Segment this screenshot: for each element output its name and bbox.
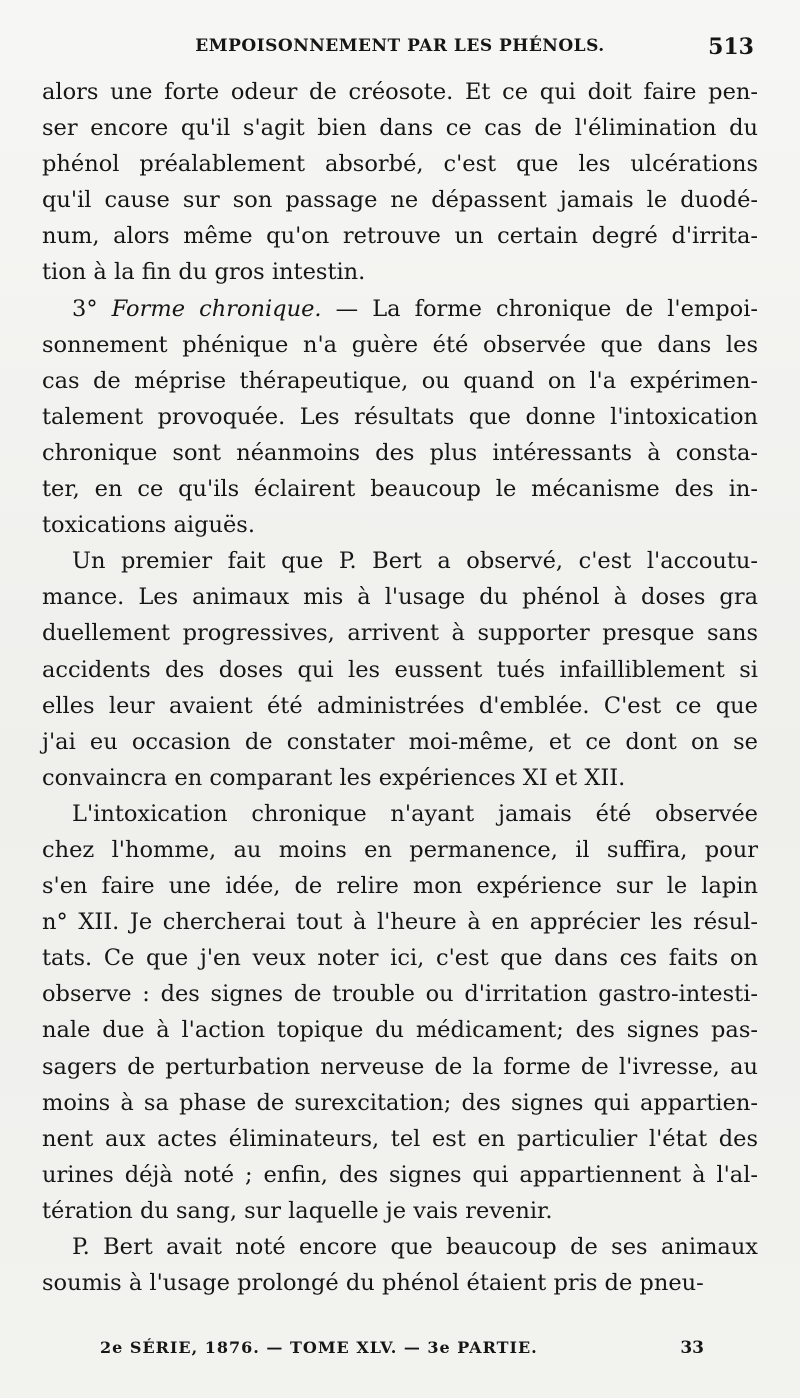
- section-heading: Forme chronique.: [111, 295, 322, 322]
- text-line: mance. Les animaux mis à l'usage du phénol à doses gra: [42, 584, 758, 611]
- text-line: tion à la fin du gros intestin.: [42, 259, 366, 286]
- signature-line: 2e SÉRIE, 1876. — TOME XLV. — 3e PARTIE.: [100, 1338, 538, 1357]
- text-line: duellement progressives, arrivent à supporter presque sans: [42, 620, 758, 647]
- text-line: L'intoxication chronique n'ayant jamais été observée: [72, 800, 758, 827]
- text-line: elles leur avaient été administrées d'emblée. C'est ce que: [42, 692, 758, 719]
- text-line: alors une forte odeur de créosote. Et ce qui doit faire pen-: [42, 79, 758, 105]
- text-line: nent aux actes éliminateurs, tel est en particulier l'état des: [42, 1125, 758, 1152]
- text-line: chronique sont néanmoins des plus intéressants à consta-: [42, 439, 758, 466]
- text-line: j'ai eu occasion de constater moi-même, et ce dont on se: [42, 728, 758, 755]
- text-line: s'en faire une idée, de relire mon expérience sur le lapin: [42, 873, 758, 900]
- text-line: n° XII. Je chercherai tout à l'heure à en apprécier les résul-: [42, 909, 758, 936]
- text-line: urines déjà noté ; enfin, des signes qui appartiennent à l'al-: [42, 1161, 758, 1188]
- text-line-rest: — La forme chronique de l'empoi-: [321, 295, 758, 322]
- text-line: moins à sa phase de surexcitation; des signes qui appartien-: [42, 1089, 758, 1116]
- paragraph: [42, 74, 758, 291]
- text-line: ter, en ce qu'ils éclairent beaucoup le mécanisme des in-: [42, 476, 758, 503]
- text-line: Un premier fait que P. Bert a observé, c'est l'accoutu-: [72, 548, 758, 575]
- text-line: accidents des doses qui les eussent tués infailliblement si: [42, 656, 758, 683]
- text-line: talement provoquée. Les résultats que donne l'intoxication: [42, 403, 758, 430]
- text-line: soumis à l'usage prolongé du phénol étaient pris de pneu-: [42, 1270, 704, 1297]
- paragraph: [42, 291, 758, 544]
- text-line: sonnement phénique n'a guère été observée que dans les: [42, 331, 758, 358]
- text-line: num, alors même qu'on retrouve un certain degré d'irrita-: [42, 223, 758, 250]
- section-number: 3°: [72, 295, 98, 322]
- text-line: nale due à l'action topique du médicament; des signes pas-: [42, 1017, 758, 1044]
- text-line: observe : des signes de trouble ou d'irritation gastro-intesti-: [42, 981, 758, 1008]
- text-line: P. Bert avait noté encore que beaucoup de ses animaux: [72, 1234, 758, 1260]
- text-line: [42, 291, 758, 327]
- page-footer: [100, 1338, 704, 1368]
- paragraph: [42, 796, 758, 1229]
- text-line: chez l'homme, au moins en permanence, il suffira, pour: [42, 836, 758, 863]
- paragraph: [42, 1229, 758, 1301]
- running-header: [42, 34, 758, 74]
- sheet-number: 33: [680, 1338, 704, 1358]
- text-body: [42, 74, 758, 1301]
- text-line: phénol préalablement absorbé, c'est que les ulcérations: [42, 151, 758, 178]
- page-number: 513: [708, 34, 754, 60]
- text-line: ser encore qu'il s'agit bien dans ce cas de l'élimination du: [42, 115, 758, 142]
- text-line: cas de méprise thérapeutique, ou quand on l'a expérimen-: [42, 367, 758, 394]
- text-line: toxications aiguës.: [42, 512, 255, 539]
- text-line: sagers de perturbation nerveuse de la forme de l'ivresse, au: [42, 1053, 758, 1080]
- text-line: tats. Ce que j'en veux noter ici, c'est que dans ces faits on: [42, 945, 758, 972]
- running-title: EMPOISONNEMENT PAR LES PHÉNOLS.: [195, 36, 605, 56]
- paragraph: [42, 543, 758, 796]
- text-line: qu'il cause sur son passage ne dépassent jamais le duodé-: [42, 187, 758, 214]
- text-line: tération du sang, sur laquelle je vais revenir.: [42, 1197, 553, 1224]
- text-line: convaincra en comparant les expériences XI et XII.: [42, 764, 626, 791]
